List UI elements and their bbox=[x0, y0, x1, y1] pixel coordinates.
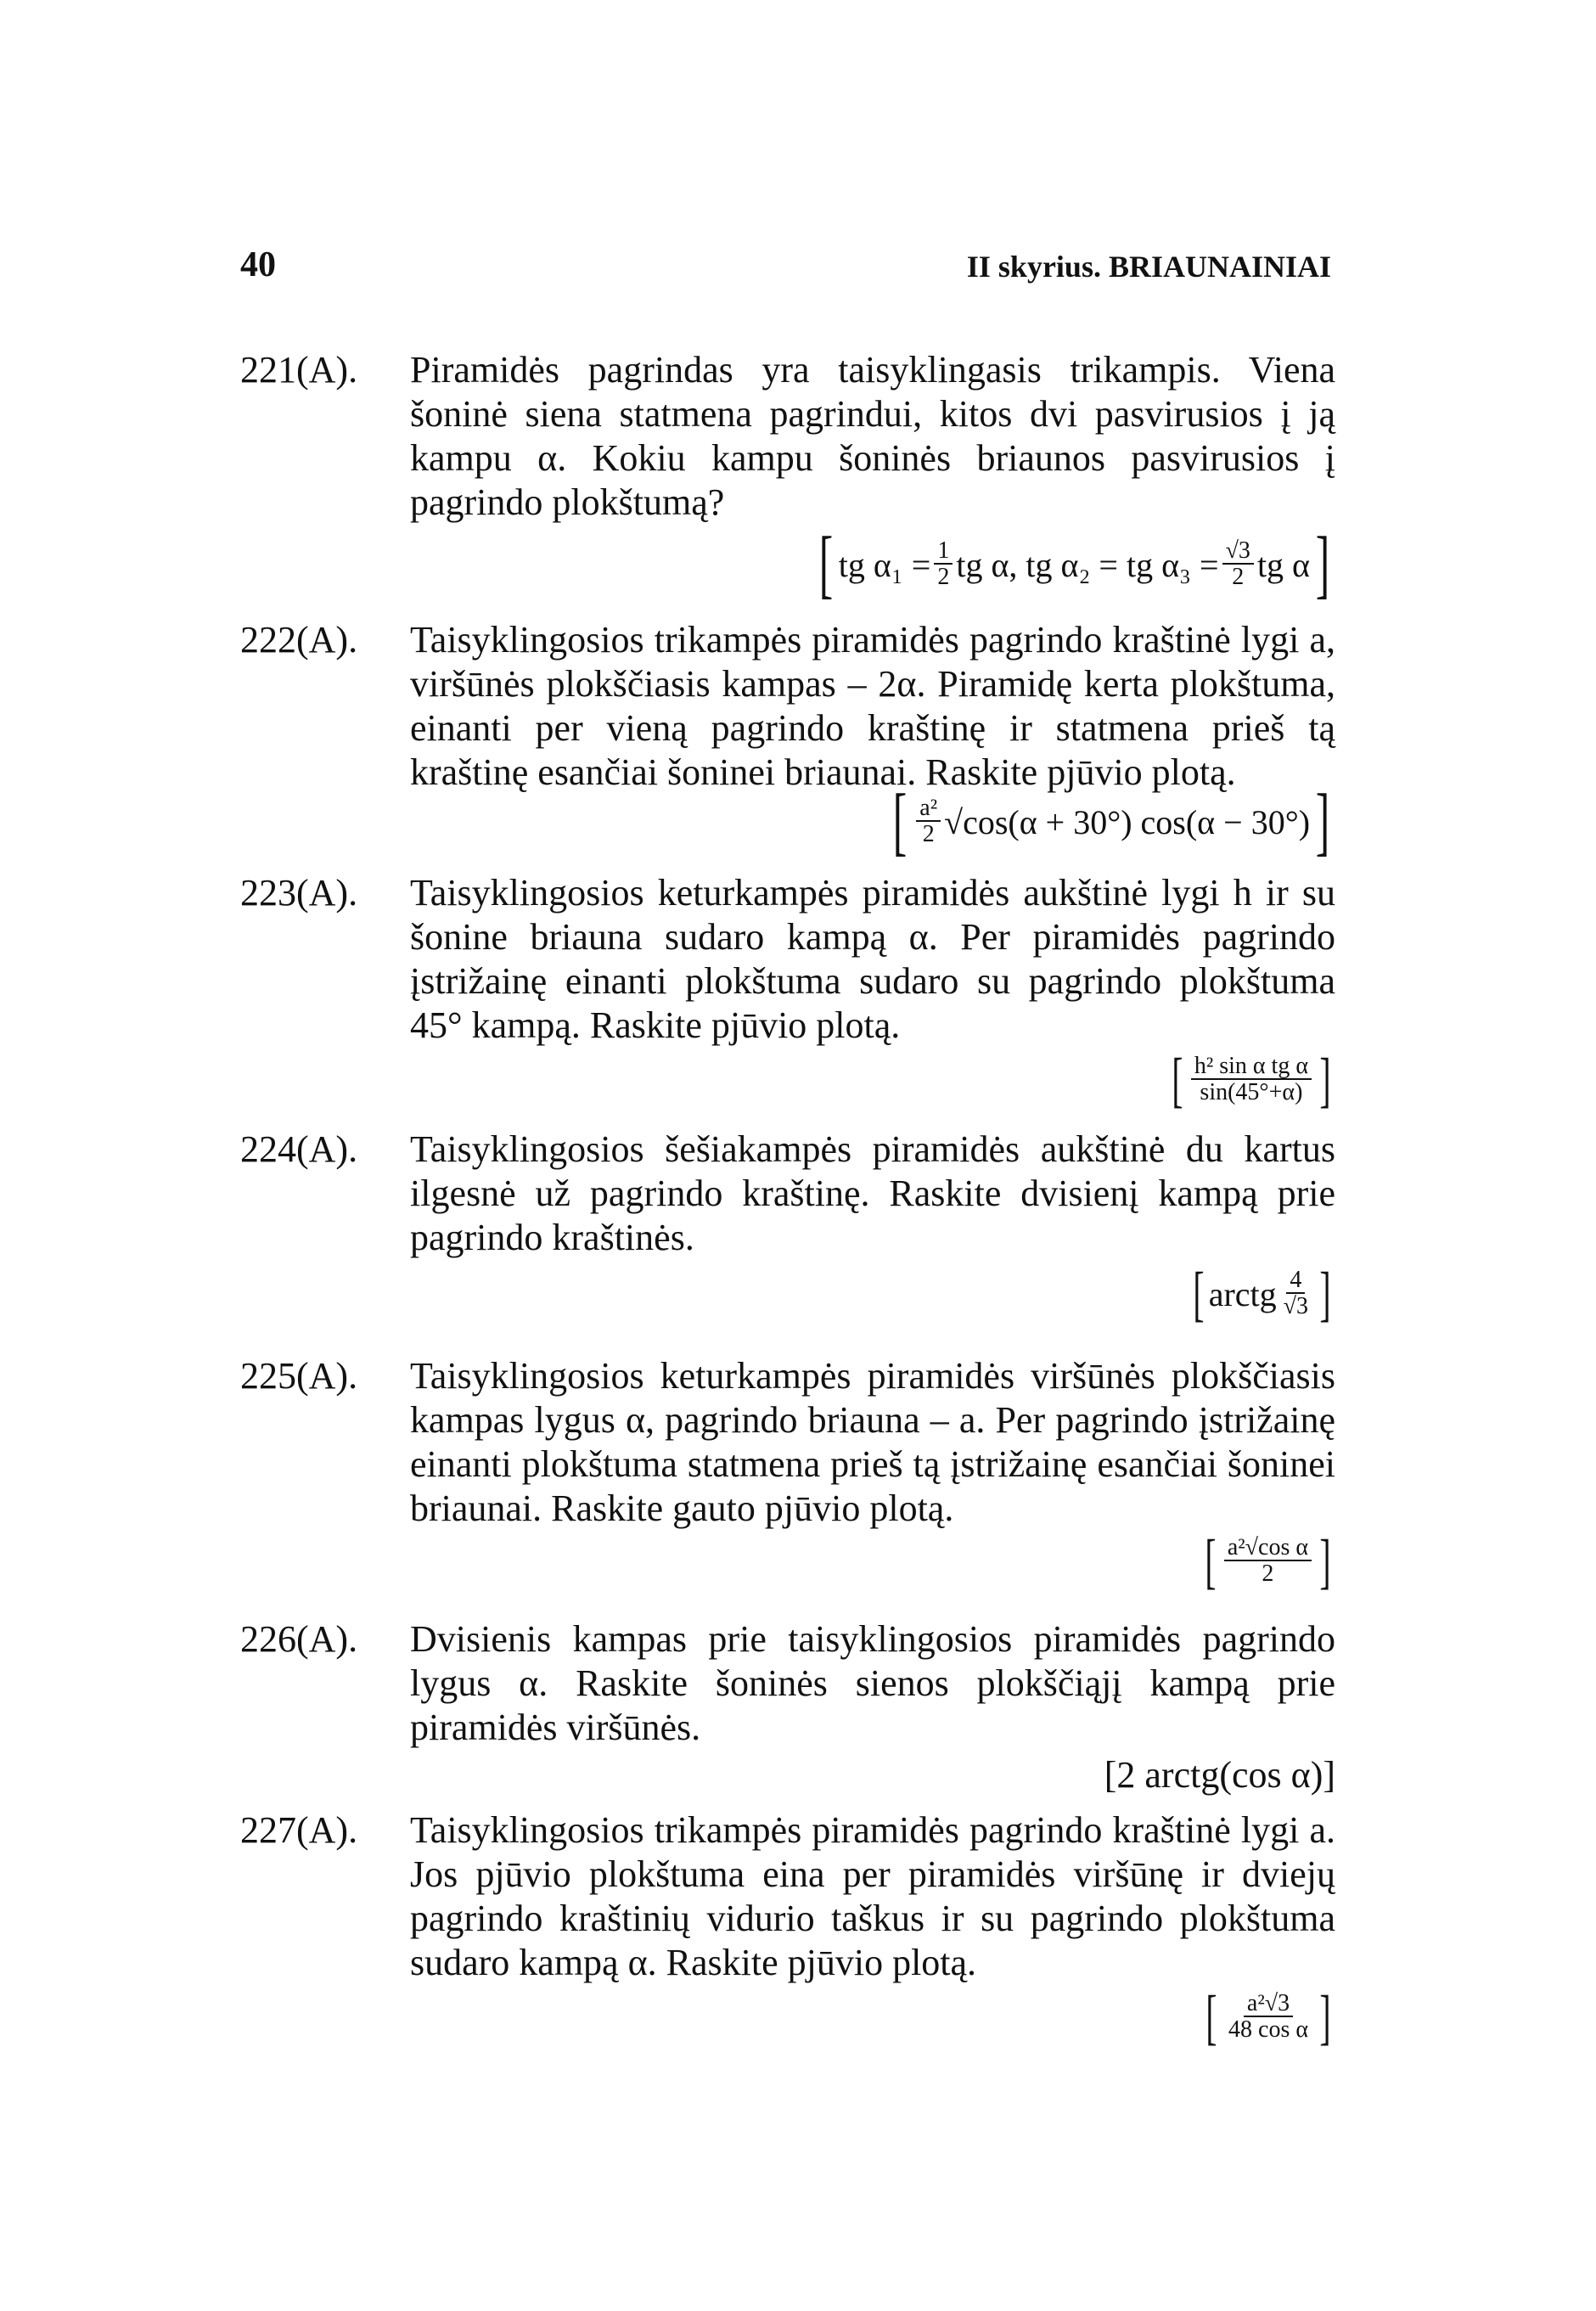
denominator: 48 cos α bbox=[1228, 2016, 1309, 2044]
answer bbox=[1167, 1046, 1335, 1114]
problem-text: Piramidės pagrindas yra taisyklingasis trikampis. Viena šoninė siena statmena pagrindui, kitos dvi pasvirusios į ją kampu α. Kokiu kampu šoninės briaunos pasvirusios į pagrindo plokštumą? bbox=[410, 349, 1335, 523]
answer bbox=[887, 779, 1335, 863]
problem-text: Taisyklingosios trikampės piramidės pagrindo kraštinė lygi a. Jos pjūvio plokštuma eina per piramidės viršūnę ir dviejų pagrindo kraštinių vidurio taškus ir su pagrindo plokštuma sudaro kampą α. Raskite pjūvio plotą. bbox=[410, 1809, 1335, 1983]
problem-number: 224(A). bbox=[240, 1128, 358, 1170]
left-bracket: [ bbox=[893, 779, 908, 863]
numerator: 1 bbox=[934, 538, 953, 565]
answer-part: tg α₁ = bbox=[838, 545, 931, 584]
right-bracket: ] bbox=[1319, 1260, 1331, 1328]
numerator: a² bbox=[916, 796, 941, 822]
problem-222 bbox=[240, 618, 1335, 863]
answer bbox=[1201, 1983, 1335, 2051]
answer bbox=[1200, 1527, 1335, 1595]
page-number: 40 bbox=[240, 245, 276, 284]
problem-number: 223(A). bbox=[240, 872, 358, 914]
answer-part: arctg bbox=[1208, 1274, 1277, 1313]
numerator: a²√3 bbox=[1244, 1991, 1293, 2017]
fraction bbox=[1225, 1991, 1312, 2044]
problem-text: Dvisienis kampas prie taisyklingosios piramidės pagrindo lygus α. Raskite šoninės sienos plokščiąjį kampą prie piramidės viršūnės. bbox=[410, 1618, 1335, 1748]
left-bracket: [ bbox=[1205, 1527, 1217, 1595]
right-bracket: ] bbox=[1319, 1046, 1331, 1114]
answer-part: tg α, tg α₂ = tg α₃ = bbox=[956, 545, 1219, 584]
problem-226 bbox=[240, 1617, 1335, 1796]
denominator: 2 bbox=[1262, 1560, 1274, 1588]
numerator: √3 bbox=[1222, 538, 1254, 565]
problem-number: 221(A). bbox=[240, 349, 358, 391]
denominator: 2 bbox=[1232, 564, 1245, 591]
fraction bbox=[916, 796, 941, 848]
answer-part: tg α bbox=[1256, 545, 1311, 584]
problem-number: 227(A). bbox=[240, 1809, 358, 1851]
left-bracket: [ bbox=[818, 522, 834, 606]
answer bbox=[813, 522, 1335, 606]
denominator: sin(45°+α) bbox=[1200, 1079, 1303, 1106]
left-bracket: [ bbox=[1172, 1046, 1183, 1114]
problem-221 bbox=[240, 348, 1335, 606]
right-bracket: ] bbox=[1315, 522, 1330, 606]
problem-number: 226(A). bbox=[240, 1618, 358, 1660]
denominator: 2 bbox=[937, 564, 950, 591]
fraction bbox=[1222, 538, 1254, 591]
problem-227 bbox=[240, 1808, 1335, 2051]
numerator: a²√cos α bbox=[1224, 1535, 1312, 1561]
answer bbox=[1104, 1753, 1335, 1797]
problem-225 bbox=[240, 1354, 1335, 1595]
numerator: 4 bbox=[1286, 1268, 1305, 1294]
answer-text: [2 arctg(cos α)] bbox=[1104, 1754, 1335, 1796]
problem-text: Taisyklingosios trikampės piramidės pagrindo kraštinė lygi a, viršūnės plokščiasis kampas – 2α. Piramidę kerta plokštuma, einanti per vieną pagrindo kraštinę ir statmena prieš tą kraštinę esančiai šoninei briaunai. Raskite pjūvio plotą. bbox=[410, 619, 1335, 793]
problem-text: Taisyklingosios keturkampės piramidės viršūnės plokščiasis kampas lygus α, pagrindo briauna – a. Per pagrindo įstrižainę einanti plokštuma statmena prieš tą įstrižainę esančiai šoninei briaunai. Raskite gauto pjūvio plotą. bbox=[410, 1355, 1335, 1529]
section-title: II skyrius. BRIAUNAINIAI bbox=[966, 250, 1331, 284]
fraction bbox=[934, 538, 953, 591]
fraction bbox=[1224, 1535, 1312, 1588]
problem-text: Taisyklingosios keturkampės piramidės aukštinė lygi h ir su šonine briauna sudaro kampą α. Per piramidės pagrindo įstrižainę einanti plokštuma sudaro su pagrindo plokštuma 45° kampą. Raskite pjūvio plotą. bbox=[410, 872, 1335, 1046]
right-bracket: ] bbox=[1319, 1527, 1331, 1595]
left-bracket: [ bbox=[1193, 1260, 1205, 1328]
problem-text: Taisyklingosios šešiakampės piramidės aukštinė du kartus ilgesnė už pagrindo kraštinę. Raskite dvisienį kampą prie pagrindo kraštinės. bbox=[410, 1128, 1335, 1258]
answer bbox=[1189, 1260, 1335, 1328]
right-bracket: ] bbox=[1319, 1983, 1331, 2051]
problem-224 bbox=[240, 1127, 1335, 1328]
left-bracket: [ bbox=[1205, 1983, 1217, 2051]
numerator: h² sin α tg α bbox=[1191, 1054, 1312, 1080]
fraction bbox=[1280, 1268, 1312, 1320]
right-bracket: ] bbox=[1315, 779, 1330, 863]
fraction bbox=[1191, 1054, 1312, 1106]
problem-number: 222(A). bbox=[240, 619, 358, 661]
answer-part: √cos(α + 30°) cos(α − 30°) bbox=[944, 802, 1311, 841]
denominator: 2 bbox=[922, 821, 935, 848]
problem-number: 225(A). bbox=[240, 1355, 358, 1397]
denominator: √3 bbox=[1283, 1293, 1309, 1320]
